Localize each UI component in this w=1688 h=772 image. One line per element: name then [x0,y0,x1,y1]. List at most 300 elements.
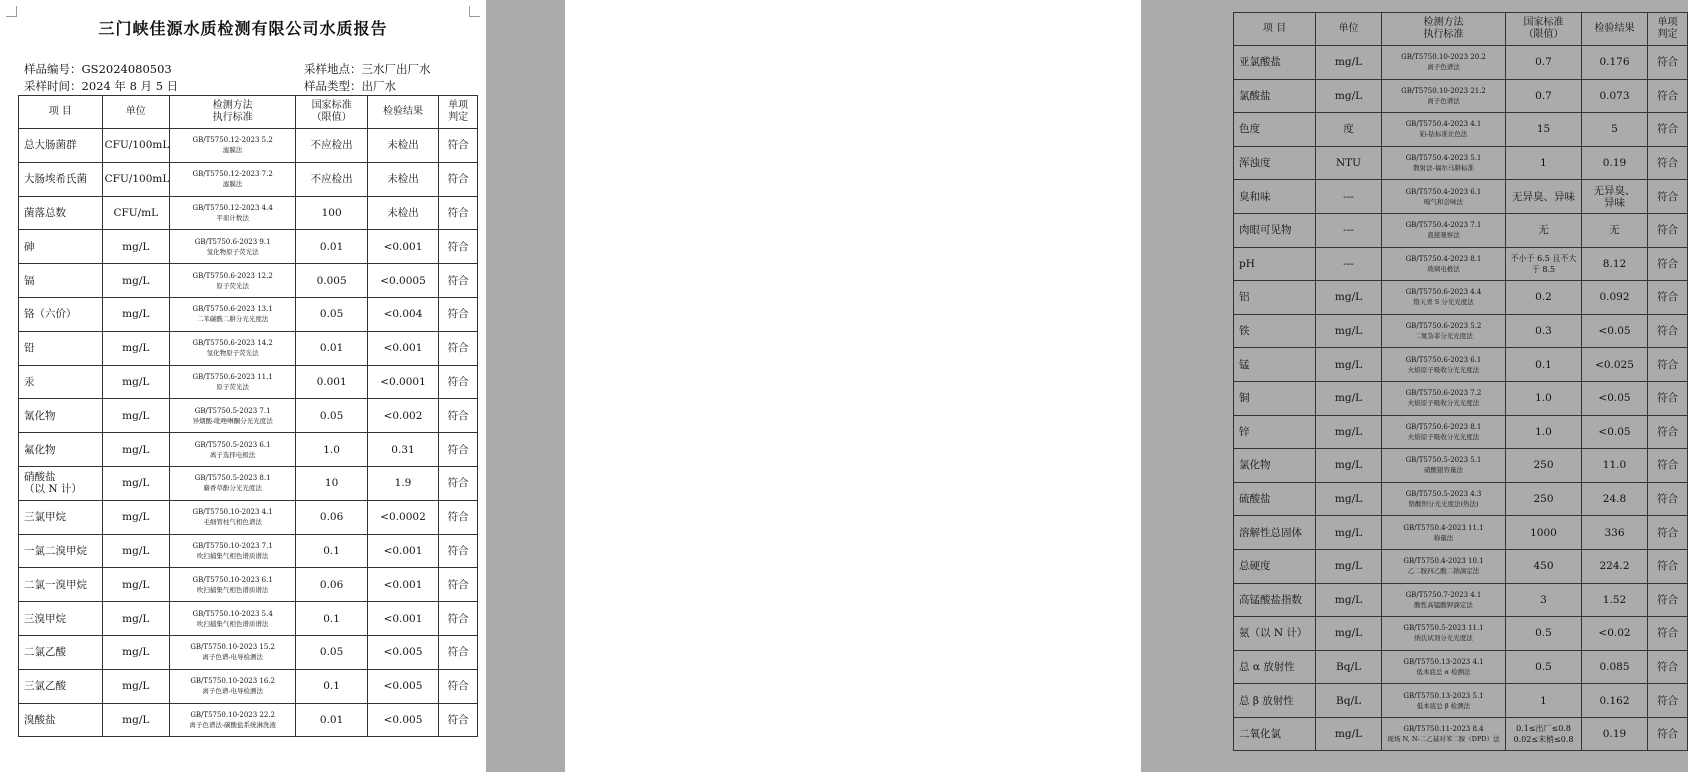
method-description: 嗅气和尝味法 [1424,197,1463,206]
standard-cell: 0.01 [296,703,367,737]
standard-cell: 不小于 6.5 且不大 于 8.5 [1506,247,1582,281]
standard-cell: 0.1 [1506,348,1582,382]
judge-cell: 符合 [1648,46,1688,80]
item-cell: 铜 [1234,381,1316,415]
judge-cell: 符合 [1648,348,1688,382]
judge-cell: 符合 [1648,281,1688,315]
standard-cell: 0.7 [1506,79,1582,113]
item-cell: 砷 [19,230,103,264]
table-row [1234,381,1688,415]
result-cell: 1.52 [1582,583,1648,617]
report-title: 三门峡佳源水质检测有限公司水质报告 [98,19,388,38]
method-description: 乙二胺四乙酸二钠滴定法 [1407,567,1480,576]
method-cell [169,500,295,534]
item-cell: 硝酸盐 （以 N 计） [19,466,103,500]
method-code: GB/T5750.12-2023 5.2 [192,136,273,145]
method-description: 铬酸钡分光光度法(热法) [1408,500,1479,509]
method-description: 直接观察法 [1427,231,1460,240]
table-row [19,568,478,602]
method-code: GB/T5750.4-2023 4.1 [1405,120,1482,129]
standard-cell: 0.05 [296,399,367,433]
method-code: GB/T5750.13-2023 5.1 [1403,691,1484,700]
method-description: 原子荧光法 [216,382,249,391]
unit-cell: mg/L [1316,583,1382,617]
item-cell: 铁 [1234,314,1316,348]
result-cell: <0.05 [1582,381,1648,415]
method-description: 离子色谱-电导检测法 [202,687,264,696]
judge-cell: 符合 [1648,79,1688,113]
table-row [19,703,478,737]
method-description: 异烟酸-吡唑啉酮分光光度法 [192,416,273,425]
standard-cell: 不应检出 [296,129,367,163]
standard-cell: 1 [1506,684,1582,718]
judge-cell: 符合 [439,669,478,703]
standard-cell: 0.5 [1506,617,1582,651]
unit-cell: mg/L [102,602,169,636]
item-cell: 肉眼可见物 [1234,213,1316,247]
unit-cell: mg/L [1316,79,1382,113]
standard-cell: 0.06 [296,568,367,602]
judge-cell: 符合 [1648,482,1688,516]
method-description: 离子选择电极法 [209,450,256,459]
standard-cell: 0.05 [296,635,367,669]
item-cell: 浑浊度 [1234,146,1316,180]
header-result: 检验结果 [367,96,438,129]
standard-cell: 250 [1506,482,1582,516]
method-description: 吹扫捕集气相色谱质谱法 [196,551,269,560]
result-cell: <0.02 [1582,617,1648,651]
table-row [1234,516,1688,550]
method-code: GB/T5750.5-2023 4.3 [1405,490,1482,499]
method-code: GB/T5750.6-2023 6.1 [1405,355,1482,364]
judge-cell: 符合 [1648,381,1688,415]
method-code: GB/T5750.6-2023 9.1 [194,237,271,246]
standard-cell: 0.005 [296,264,367,298]
result-cell: <0.0005 [367,264,438,298]
table-row [1234,650,1688,684]
result-cell: <0.005 [367,669,438,703]
method-code: GB/T5750.4-2023 5.1 [1405,154,1482,163]
table-body-right [1234,46,1688,751]
standard-cell: 1.0 [1506,415,1582,449]
method-cell [169,297,295,331]
result-cell: <0.05 [1582,415,1648,449]
unit-cell: mg/L [102,568,169,602]
standard-cell: 0.3 [1506,314,1582,348]
unit-cell: --- [1316,213,1382,247]
table-row [19,433,478,467]
standard-cell: 0.7 [1506,46,1582,80]
result-cell: <0.001 [367,602,438,636]
item-cell: 汞 [19,365,103,399]
item-cell: 二氯一溴甲烷 [19,568,103,602]
item-cell: 铬（六价） [19,297,103,331]
item-cell: 氯化物 [1234,449,1316,483]
standard-cell: 不应检出 [296,162,367,196]
method-code: GB/T5750.10-2023 22.2 [190,710,276,719]
judge-cell: 符合 [1648,213,1688,247]
judge-cell: 符合 [1648,180,1688,214]
table-header-row [1234,13,1688,46]
method-code: GB/T5750.12-2023 4.4 [192,203,273,212]
standard-cell: 0.01 [296,230,367,264]
method-description: 火焰原子吸收分光光度法 [1407,432,1480,441]
judge-cell: 符合 [439,230,478,264]
method-code: GB/T5750.4-2023 6.1 [1405,187,1482,196]
unit-cell: mg/L [102,500,169,534]
standard-cell: 0.1 [296,534,367,568]
method-cell [1382,449,1506,483]
method-description: 称量法 [1433,533,1454,542]
result-cell: 未检出 [367,196,438,230]
table-row [19,500,478,534]
standard-cell: 3 [1506,583,1582,617]
method-description: 散射法-福尔马肼标准 [1413,164,1474,173]
judge-cell: 符合 [439,635,478,669]
item-cell: 总大肠菌群 [19,129,103,163]
table-row [19,297,478,331]
judge-cell: 符合 [1648,146,1688,180]
table-row [19,602,478,636]
method-cell [169,162,295,196]
unit-cell: mg/L [1316,717,1382,751]
result-cell: <0.001 [367,331,438,365]
item-cell: 镉 [19,264,103,298]
unit-cell: mg/L [1316,348,1382,382]
method-code: GB/T5750.6-2023 4.4 [1405,288,1482,297]
standard-cell: 0.5 [1506,650,1582,684]
unit-cell: mg/L [102,534,169,568]
standard-cell: 15 [1506,113,1582,147]
method-cell [169,331,295,365]
method-code: GB/T5750.11-2023 8.4 [1403,725,1484,734]
item-cell: 锰 [1234,348,1316,382]
method-code: GB/T5750.10-2023 16.2 [190,677,276,686]
table-row [19,196,478,230]
standard-cell: 250 [1506,449,1582,483]
method-description: 火焰原子吸收分光光度法 [1407,365,1480,374]
method-description: 平皿计数法 [216,213,249,222]
method-code: GB/T5750.10-2023 4.1 [192,508,273,517]
method-cell [169,635,295,669]
result-cell: 无 [1582,213,1648,247]
method-cell [169,264,295,298]
judge-cell: 符合 [439,500,478,534]
table-row [19,399,478,433]
result-cell: 未检出 [367,162,438,196]
method-cell [1382,549,1506,583]
unit-cell: --- [1316,180,1382,214]
item-cell: 色度 [1234,113,1316,147]
method-cell [169,669,295,703]
table-row [19,264,478,298]
header-standard: 国家标准 （限值） [1506,13,1582,46]
standard-cell: 450 [1506,549,1582,583]
judge-cell: 符合 [1648,617,1688,651]
unit-cell: mg/L [102,466,169,500]
method-cell [1382,79,1506,113]
item-cell: 二氯乙酸 [19,635,103,669]
judge-cell: 符合 [1648,314,1688,348]
result-cell: <0.005 [367,635,438,669]
method-cell [1382,113,1506,147]
unit-cell: Bq/L [1316,650,1382,684]
method-cell [1382,617,1506,651]
method-code: GB/T5750.5-2023 6.1 [194,440,271,449]
judge-cell: 符合 [439,365,478,399]
standard-cell: 1.0 [296,433,367,467]
method-cell [169,196,295,230]
item-cell: 硫酸盐 [1234,482,1316,516]
result-cell: <0.001 [367,568,438,602]
result-cell: 8.12 [1582,247,1648,281]
unit-cell: mg/L [102,703,169,737]
unit-cell: CFU/100mL [102,129,169,163]
method-cell [1382,180,1506,214]
table-row [1234,281,1688,315]
item-cell: 三氯甲烷 [19,500,103,534]
judge-cell: 符合 [1648,415,1688,449]
method-code: GB/T5750.5-2023 7.1 [194,406,271,415]
method-code: GB/T5750.4-2023 8.1 [1405,254,1482,263]
method-cell [169,568,295,602]
unit-cell: mg/L [1316,549,1382,583]
method-cell [169,466,295,500]
method-cell [1382,583,1506,617]
method-code: GB/T5750.10-2023 21.2 [1401,86,1486,95]
header-standard: 国家标准 （限值） [296,96,367,129]
standard-cell: 无异臭、异味 [1506,180,1582,214]
header-result: 检验结果 [1582,13,1648,46]
result-cell: 1.9 [367,466,438,500]
method-code: GB/T5750.4-2023 11.1 [1403,523,1484,532]
item-cell: 总 β 放射性 [1234,684,1316,718]
item-cell: 臭和味 [1234,180,1316,214]
method-description: 吹扫捕集气相色谱质谱法 [196,619,269,628]
table-row [19,129,478,163]
result-cell: <0.001 [367,230,438,264]
table-row [19,365,478,399]
method-description: 离子色谱-电导检测法 [202,653,264,662]
method-description: 玻璃电极法 [1427,264,1460,273]
unit-cell: mg/L [102,635,169,669]
table-row [1234,583,1688,617]
method-description: 硝酸银容量法 [1424,466,1463,475]
table-row [1234,314,1688,348]
result-cell: 0.085 [1582,650,1648,684]
item-cell: 高锰酸盐指数 [1234,583,1316,617]
sample-site: 采样地点：三水厂出厂水 [304,62,431,76]
method-description: 原子荧光法 [216,281,249,290]
unit-cell: mg/L [102,365,169,399]
method-description: 滤膜法 [222,180,243,189]
method-cell [1382,348,1506,382]
table-row [1234,213,1688,247]
result-cell: <0.001 [367,534,438,568]
method-cell [1382,46,1506,80]
method-description: 滤膜法 [222,146,243,155]
method-code: GB/T5750.10-2023 6.1 [192,575,273,584]
table-row [19,331,478,365]
sample-type: 样品类型：出厂水 [304,79,396,93]
table-row [1234,79,1688,113]
standard-cell: 1 [1506,146,1582,180]
method-cell [169,129,295,163]
unit-cell: mg/L [102,669,169,703]
standard-cell: 0.06 [296,500,367,534]
method-cell [1382,717,1506,751]
item-cell: 锌 [1234,415,1316,449]
method-cell [1382,281,1506,315]
result-cell: <0.05 [1582,314,1648,348]
method-cell [169,365,295,399]
method-code: GB/T5750.6-2023 12.2 [192,271,273,280]
result-cell: <0.0001 [367,365,438,399]
table-row [1234,113,1688,147]
judge-cell: 符合 [439,129,478,163]
item-cell: 菌落总数 [19,196,103,230]
result-cell: <0.002 [367,399,438,433]
table-row [1234,617,1688,651]
unit-cell: mg/L [102,433,169,467]
header-unit: 单位 [1316,13,1382,46]
method-description: 氢化物原子荧光法 [206,247,259,256]
unit-cell: CFU/mL [102,196,169,230]
method-description: 酸性高锰酸钾滴定法 [1414,600,1473,609]
standard-cell: 10 [296,466,367,500]
result-cell: 未检出 [367,129,438,163]
method-cell [169,602,295,636]
method-code: GB/T5750.13-2023 4.1 [1403,657,1484,666]
method-cell [1382,314,1506,348]
method-code: GB/T5750.5-2023 5.1 [1405,456,1482,465]
standard-cell: 1000 [1506,516,1582,550]
result-cell: 5 [1582,113,1648,147]
item-cell: 氰化物 [19,399,103,433]
table-row [1234,180,1688,214]
result-cell: <0.005 [367,703,438,737]
method-cell [1382,650,1506,684]
method-cell [169,433,295,467]
method-cell [1382,381,1506,415]
judge-cell: 符合 [1648,717,1688,751]
item-cell: 一氯二溴甲烷 [19,534,103,568]
unit-cell: --- [1316,247,1382,281]
table-row [19,230,478,264]
item-cell: 铝 [1234,281,1316,315]
result-cell: <0.025 [1582,348,1648,382]
judge-cell: 符合 [439,568,478,602]
judge-cell: 符合 [1648,247,1688,281]
result-cell: 0.073 [1582,79,1648,113]
method-code: GB/T5750.5-2023 8.1 [194,474,271,483]
item-cell: 铅 [19,331,103,365]
item-cell: 二氧化氯 [1234,717,1316,751]
method-cell [1382,516,1506,550]
header-unit: 单位 [102,96,169,129]
method-code: GB/T5750.7-2023 4.1 [1405,590,1482,599]
table-row [1234,482,1688,516]
table-row [1234,549,1688,583]
unit-cell: mg/L [102,399,169,433]
item-cell: 溶解性总固体 [1234,516,1316,550]
item-cell: 三氯乙酸 [19,669,103,703]
unit-cell: mg/L [1316,381,1382,415]
judge-cell: 符合 [1648,516,1688,550]
item-cell: 氨（以 N 计） [1234,617,1316,651]
method-description: 离子色谱法-碳酸盐系统淋洗液 [189,720,277,729]
table-row [1234,684,1688,718]
table-row [1234,415,1688,449]
standard-cell: 0.001 [296,365,367,399]
result-cell: <0.0002 [367,500,438,534]
unit-cell: mg/L [102,331,169,365]
item-cell: 溴酸盐 [19,703,103,737]
table-row [1234,46,1688,80]
method-description: 离子色谱法 [1427,63,1460,72]
header-judge: 单项 判定 [439,96,478,129]
method-description: 氢化物原子荧光法 [206,349,259,358]
unit-cell: mg/L [1316,415,1382,449]
table-row [1234,247,1688,281]
header-item: 项 目 [19,96,103,129]
unit-cell: mg/L [1316,516,1382,550]
method-description: 二苯碳酰二肼分光光度法 [196,315,269,324]
unit-cell: mg/L [1316,314,1382,348]
standard-cell: 0.1≤出厂≤0.8 0.02≤末梢≤0.8 [1506,717,1582,751]
unit-cell: 度 [1316,113,1382,147]
result-cell: 24.8 [1582,482,1648,516]
method-description: 麝香草酚分光光度法 [203,484,262,493]
result-cell: 0.19 [1582,717,1648,751]
method-cell [1382,415,1506,449]
table-row [19,669,478,703]
results-table-right [1233,12,1688,751]
item-cell: pH [1234,247,1316,281]
sample-time: 采样时间：2024 年 8 月 5 日 [24,79,179,93]
method-cell [1382,146,1506,180]
result-cell: 11.0 [1582,449,1648,483]
judge-cell: 符合 [439,602,478,636]
standard-cell: 0.1 [296,669,367,703]
method-code: GB/T5750.12-2023 7.2 [192,170,273,179]
method-description: 低本底总 α 检测法 [1416,667,1471,676]
table-row [1234,449,1688,483]
method-code: GB/T5750.10-2023 5.4 [192,609,273,618]
unit-cell: NTU [1316,146,1382,180]
judge-cell: 符合 [439,162,478,196]
judge-cell: 符合 [439,196,478,230]
method-code: GB/T5750.6-2023 8.1 [1405,422,1482,431]
unit-cell: mg/L [102,264,169,298]
method-description: 火焰原子吸收分光光度法 [1407,399,1480,408]
method-code: GB/T5750.10-2023 20.2 [1401,53,1486,62]
method-code: GB/T5750.6-2023 11.1 [192,372,273,381]
item-cell: 亚氯酸盐 [1234,46,1316,80]
judge-cell: 符合 [439,703,478,737]
method-cell [169,399,295,433]
method-code: GB/T5750.6-2023 5.2 [1405,322,1482,331]
result-cell: 0.19 [1582,146,1648,180]
item-cell: 总硬度 [1234,549,1316,583]
unit-cell: mg/L [1316,281,1382,315]
method-description: 吹扫捕集气相色谱质谱法 [196,585,269,594]
standard-cell: 0.01 [296,331,367,365]
method-code: GB/T5750.6-2023 7.2 [1405,389,1482,398]
result-cell: 336 [1582,516,1648,550]
item-cell: 氟化物 [19,433,103,467]
standard-cell: 100 [296,196,367,230]
